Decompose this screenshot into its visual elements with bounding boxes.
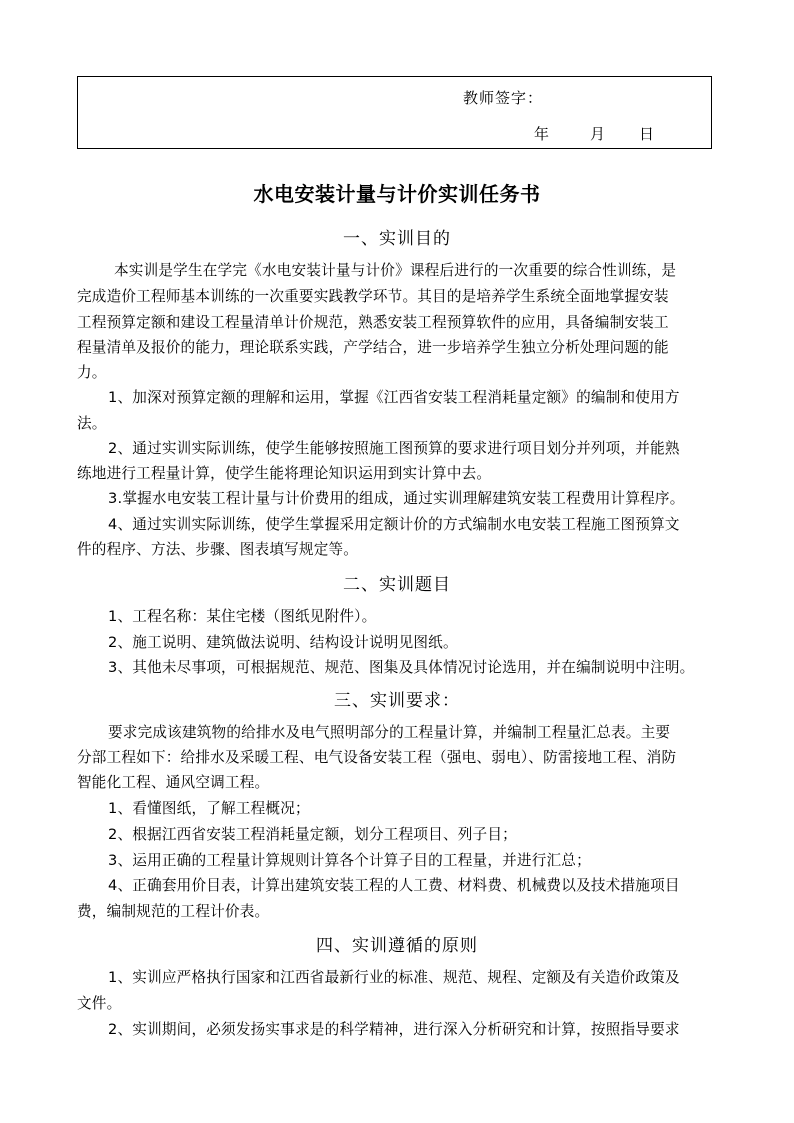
section-heading-purpose: 一、实训目的	[343, 229, 451, 249]
list-item-line: 文件。	[77, 995, 122, 1012]
section-heading-topic: 二、实训题目	[343, 575, 451, 595]
paragraph-line: 完成造价工程师基本训练的一次重要实践教学环节。其目的是培养学生系统全面地掌握安装	[77, 288, 669, 305]
list-item-line: 法。	[77, 415, 107, 432]
date-month-label: 月	[590, 125, 606, 143]
list-item-line: 2、根据江西省安装工程消耗量定额，划分工程项目、列子目；	[108, 826, 517, 843]
list-item-line: 1、实训应严格执行国家和江西省最新行业的标准、规范、规程、定额及有关造价政策及	[108, 969, 680, 986]
date-year-label: 年	[534, 125, 550, 143]
list-item-line: 2、通过实训实际训练，使学生能够按照施工图预算的要求进行项目划分并列项，并能熟	[108, 440, 680, 457]
paragraph-line: 智能化工程、通风空调工程。	[77, 774, 270, 791]
paragraph-line: 工程预算定额和建设工程量清单计价规范，熟悉安装工程预算软件的应用，具备编制安装工	[77, 314, 669, 331]
list-item-line: 费，编制规范的工程计价表。	[77, 903, 270, 920]
section-heading-requirements: 三、实训要求：	[334, 691, 460, 711]
list-item-line: 2、实训期间，必须发扬实事求是的科学精神，进行深入分析研究和计算，按照指导要求	[108, 1021, 680, 1038]
list-item-line: 1、加深对预算定额的理解和运用，掌握《江西省安装工程消耗量定额》的编制和使用方	[108, 389, 680, 406]
list-item-line: 3、其他未尽事项，可根据规范、规范、图集及具体情况讨论选用，并在编制说明中注明。	[108, 659, 695, 676]
paragraph-line: 力。	[77, 364, 107, 381]
paragraph-line: 程量清单及报价的能力，理论联系实践，产学结合，进一步培养学生独立分析处理问题的能	[77, 339, 669, 356]
section-heading-principles: 四、实训遵循的原则	[316, 936, 478, 956]
list-item-line: 练地进行工程量计算，使学生能将理论知识运用到实计算中去。	[77, 465, 492, 482]
list-item-line: 1、看懂图纸，了解工程概况；	[108, 800, 310, 817]
date-day-label: 日	[639, 125, 655, 143]
paragraph-line: 分部工程如下：给排水及采暖工程、电气设备安装工程（强电、弱电）、防雷接地工程、消防	[77, 749, 677, 766]
teacher-signature-label: 教师签字：	[463, 89, 544, 107]
list-item-line: 1、工程名称：某住宅楼（图纸见附件）。	[108, 608, 377, 625]
list-item-line: 3.掌握水电安装工程计量与计价费用的组成，通过实训理解建筑安装工程费用计算程序。	[108, 490, 685, 507]
teacher-signature-box	[77, 76, 712, 149]
list-item-line: 件的程序、方法、步骤、图表填写规定等。	[77, 541, 359, 558]
paragraph-line: 要求完成该建筑物的给排水及电气照明部分的工程量计算，并编制工程量汇总表。主要	[108, 724, 671, 741]
list-item-line: 4、通过实训实际训练，使学生掌握采用定额计价的方式编制水电安装工程施工图预算文	[108, 516, 680, 533]
list-item-line: 4、正确套用价目表，计算出建筑安装工程的人工费、材料费、机械费以及技术措施项目	[108, 877, 680, 894]
document-title: 水电安装计量与计价实训任务书	[253, 182, 541, 206]
paragraph-line: 本实训是学生在学完《水电安装计量与计价》课程后进行的一次重要的综合性训练，是	[114, 262, 677, 279]
list-item-line: 3、运用正确的工程量计算规则计算各个计算子目的工程量，并进行汇总；	[108, 852, 591, 869]
list-item-line: 2、施工说明、建筑做法说明、结构设计说明见图纸。	[108, 634, 458, 651]
